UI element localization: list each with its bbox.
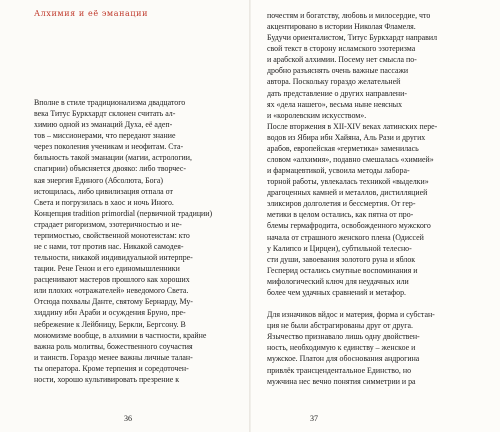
- left-page-text: [34, 97, 224, 385]
- text-line: или плохих «отражателей» неведомого Света.: [34, 286, 189, 296]
- text-line: через поколения ученикам и неофитам. Ста-: [34, 142, 184, 152]
- text-line: хиддину ибн Араби и осуждения Бруно, пре-: [34, 308, 186, 318]
- text-line: Язычество признавало лишь одну двойствен-: [267, 332, 420, 342]
- right-paragraph-block-bottom: [267, 309, 485, 387]
- text-line: эликсиров долголетия и бессмертия. От гер-: [267, 199, 416, 209]
- text-line: мифологический ключ для неудачных или: [267, 276, 409, 286]
- left-page: [0, 0, 249, 432]
- text-line: словом «алхимия», подавно смешалась «химией»: [267, 155, 434, 165]
- text-line: После вторжения в XII-XIV веках латинских пере-: [267, 121, 438, 131]
- text-line: тельности, никакой индивидуальной интерпре-: [34, 253, 193, 263]
- text-line: Концепция tradition primordial (первичной традиции): [34, 208, 213, 218]
- text-line: свой текст в сторону исламского эзотеризма: [267, 44, 416, 54]
- text-line: и арабской алхимии. Посему нет смысла по-: [267, 55, 417, 65]
- text-line: драгоценных камней и металлов, дистилляцией: [267, 188, 428, 198]
- text-line: не с нами, тот против нас. Никакой самодея-: [34, 242, 184, 252]
- text-line: века Титус Буркхардт склонен считать ал-: [34, 109, 176, 119]
- text-line: дробно разъяснять очень важные пассажи: [267, 66, 409, 76]
- text-line: привлёк трансцендентальное Единство, но: [267, 365, 412, 375]
- text-line: и фармацевтикой, усвоила методы лабора-: [267, 166, 410, 176]
- text-line: у Калипсо и Цирцеи), субтильной телесно-: [267, 243, 412, 253]
- text-line: кая энергия Единого (Абсолюта, Бога): [34, 175, 163, 185]
- text-line: Для изначиков вйдос и материя, форма и субстан-: [267, 310, 435, 320]
- text-line: Отсюда похвалы Данте, святому Бернарду, Му-: [34, 297, 193, 307]
- text-line: и «королевским искусством».: [267, 110, 367, 120]
- text-line: страдает ригоризмом, эзотеричностью и не-: [34, 219, 182, 229]
- text-line: истощилась, либо цивилизация отпала от: [34, 186, 173, 196]
- text-line: Света и погрузилась в хаос и ночь Иного.: [34, 197, 174, 207]
- running-head: Алхимия и её эманации: [34, 9, 148, 18]
- page-number-left: 36: [124, 414, 132, 423]
- text-line: химию одной из эманаций Духа, её адеп-: [34, 120, 173, 130]
- text-line: сти души, завоевания золотого руна и яблок: [267, 254, 416, 264]
- text-line: автора. Поскольку гораздо желательней: [267, 77, 401, 87]
- text-line: расценивают мастеров прошлого как хороших: [34, 275, 190, 285]
- text-line: бильность такой эманации (магии, астрологии,: [34, 153, 192, 163]
- text-line: более чем удачных сравнений и метафор.: [267, 287, 407, 297]
- text-line: начала от страшного женского плена (Одиссей: [267, 232, 424, 242]
- text-line: Вполне в стиле традиционализма двадцатого: [34, 98, 186, 107]
- text-line: тации. Рене Генон и его единомышленники: [34, 264, 180, 274]
- text-line: метики в целом остались, как пятна от про-: [267, 210, 414, 220]
- text-line: торной работы, увлекалась техникой «выделки»: [267, 177, 429, 187]
- text-line: терпимостью, свойственной монотеистам: кто: [34, 230, 190, 240]
- text-line: важна роль молитвы, божественного соучастия: [34, 341, 193, 351]
- text-line: ты оператора. Кроме терпения и соредоточен-: [34, 363, 189, 373]
- text-line: ность, необходимую к единству – женское и: [267, 343, 416, 353]
- text-line: мономизме вообще, в алхимии в частности, крайне: [34, 330, 207, 340]
- text-line: небрежение к Лейбницу, Беркли, Бергсону. В: [34, 319, 186, 329]
- text-line: Гесперид остались смутные воспоминания и: [267, 265, 418, 275]
- text-line: акцентировано в истории Николая Фламеля.: [267, 22, 416, 32]
- text-line: блемы гермафродита, освобожденного мужского: [267, 221, 431, 231]
- page-number-right: 37: [310, 414, 318, 423]
- text-line: Будучи ориенталистом, Титус Буркхардт направил: [267, 33, 438, 43]
- right-page: [251, 0, 500, 432]
- text-line: тов – миссионерами, что передают знание: [34, 131, 176, 141]
- text-line: дать представление о других направлени-: [267, 88, 407, 98]
- right-page-text: [267, 10, 485, 387]
- text-line: спагирии) объясняется двояко: либо творчес-: [34, 164, 187, 174]
- text-line: водов из Ябира ибн Хайяна, Аль Рази и других: [267, 132, 426, 142]
- text-line: ности, хорошо культивировать презрение к: [34, 374, 180, 384]
- right-paragraph-block-top: [267, 10, 485, 298]
- text-line: мужчина нес вечно понятия симметрии и ра: [267, 376, 416, 386]
- text-line: ция не были абстрагированы друг от друга.: [267, 321, 413, 331]
- text-line: арабов, европейская «герметика» заменилась: [267, 143, 419, 153]
- text-line: почестям и богатству, любовь и милосердие, что: [267, 11, 431, 20]
- text-line: ях «дела нашего», весьма ныне неясных: [267, 99, 403, 109]
- text-line: и таинств. Гораздо менее важны личные талан-: [34, 352, 193, 362]
- paragraph-gap: [267, 298, 485, 309]
- text-line: мужское. Платон для обоснования андрогина: [267, 354, 420, 364]
